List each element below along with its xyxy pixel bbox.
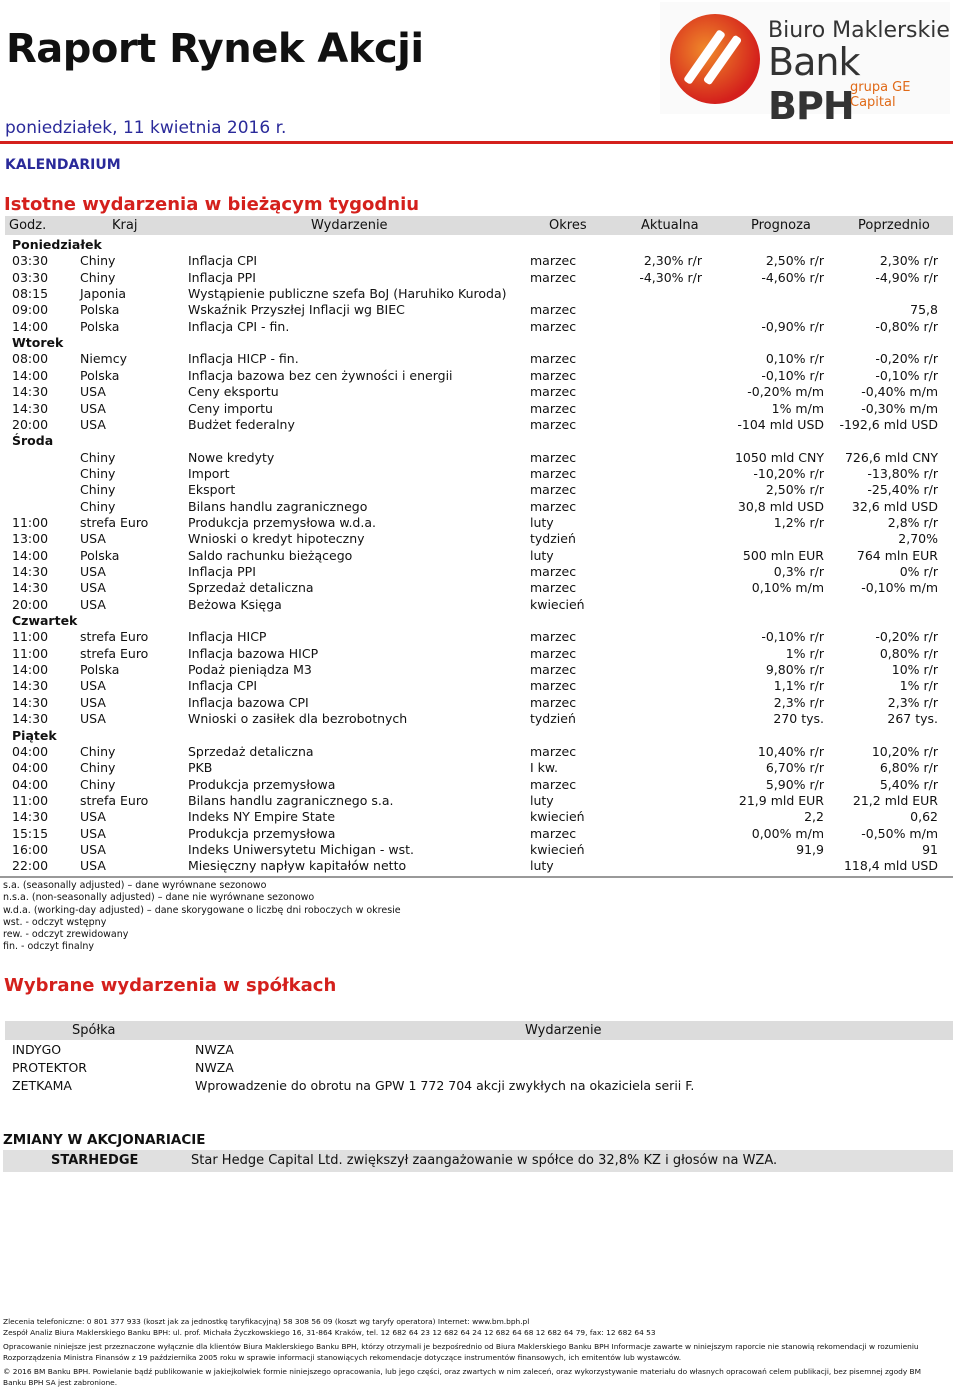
cell-period: kwiecień (530, 809, 585, 825)
logo-emblem-icon (670, 14, 760, 104)
cell-period: marzec (530, 367, 577, 383)
cell-country: Chiny (80, 253, 116, 269)
cell-country: Chiny (80, 269, 116, 285)
cell-period: marzec (530, 302, 577, 318)
cell-event: Bilans handlu zagranicznego (188, 498, 368, 514)
cell-previous: -25,40% r/r (867, 482, 938, 498)
cell-period: marzec (530, 465, 577, 481)
calendar-row (12, 629, 952, 645)
col-spolka: Spółka (72, 1023, 116, 1038)
cell-time: 14:30 (12, 580, 49, 596)
cell-event: Sprzedaż detaliczna (188, 743, 314, 759)
calendar-header (5, 216, 953, 235)
cell-event: Wnioski o zasiłek dla bezrobotnych (188, 711, 408, 727)
calendar-row (12, 482, 952, 498)
companies-title: Wybrane wydarzenia w spółkach (4, 975, 337, 996)
cell-country: strefa Euro (80, 629, 149, 645)
cell-previous: 91 (922, 841, 938, 857)
cell-country: USA (80, 596, 106, 612)
cell-previous: -0,80% r/r (875, 318, 938, 334)
cell-event: Wnioski o kredyt hipoteczny (188, 531, 365, 547)
cell-event: Inflacja bazowa CPI (188, 694, 309, 710)
cell-previous: 2,30% r/r (879, 253, 938, 269)
cell-country: USA (80, 416, 106, 432)
cell-country: USA (80, 531, 106, 547)
cell-country: USA (80, 580, 106, 596)
cell-country: strefa Euro (80, 792, 149, 808)
footer-line: Banku BPH SA jest zabronione. (3, 1377, 118, 1387)
cell-previous: 764 mln EUR (856, 547, 938, 563)
calendar-row (12, 711, 952, 727)
notes (3, 880, 401, 954)
cell-country: Chiny (80, 449, 116, 465)
calendar-row (12, 450, 952, 466)
cell-time: 20:00 (12, 416, 49, 432)
cell-previous: -0,40% m/m (861, 384, 938, 400)
cell-event: Ceny importu (188, 400, 273, 416)
day-label: Czwartek (12, 613, 78, 629)
day-label: Środa (12, 433, 54, 449)
footer-line: Zespół Analiz Biura Maklerskiego Banku BPH: ul. prof. Michała Życzkowskiego 16, 31-864 Kraków, tel. 12 682 64 23 12 682 64 24 12 682 64 68 12 682 64 79, fax: 12 682 64 53 (3, 1327, 656, 1337)
cell-country: Polska (80, 547, 120, 563)
cell-previous: -0,20% r/r (875, 629, 938, 645)
cell-forecast: 9,80% r/r (765, 662, 824, 678)
calendar-row (12, 564, 952, 580)
calendar-row (12, 351, 952, 367)
col-prognoza: Prognoza (751, 218, 811, 233)
cell-previous: 267 tys. (887, 711, 938, 727)
cell-period: marzec (530, 743, 577, 759)
calendar-row (12, 531, 952, 547)
cell-event: PKB (188, 760, 213, 776)
footer-line: © 2016 BM Banku BPH. Powielanie bądź publikowanie w jakiejkolwiek formie niniejszego opracowania, lub jego części, oraz zwartych w nim zaleceń, oraz wykorzystywanie materiału do własnych opracowań celem publikacji, bez pisemnej zgody BM (3, 1367, 921, 1376)
cell-period: marzec (530, 662, 577, 678)
cell-event: Wskaźnik Przyszłej Inflacji wg BIEC (188, 302, 405, 318)
calendar-row (12, 302, 952, 318)
cell-period: marzec (530, 400, 577, 416)
cell-forecast: 6,70% r/r (765, 760, 824, 776)
cell-period: luty (530, 514, 554, 530)
cell-forecast: -104 mld USD (737, 416, 824, 432)
cell-forecast: 2,3% r/r (773, 694, 824, 710)
cell-country: USA (80, 809, 106, 825)
shareholder-text: Star Hedge Capital Ltd. zwiększył zaangażowanie w spółce do 32,8% KZ i głosów na WZA. (191, 1153, 778, 1168)
cell-period: kwiecień (530, 596, 585, 612)
shareholder-company: STARHEDGE (51, 1153, 139, 1168)
cell-forecast: -0,10% r/r (761, 629, 824, 645)
bank-logo (660, 2, 950, 128)
cell-country: USA (80, 678, 106, 694)
cell-forecast: 0,3% r/r (773, 564, 824, 579)
cell-forecast: 2,50% r/r (765, 482, 824, 498)
note: fin. - odczyt finalny (3, 941, 95, 953)
calendar-row (12, 401, 952, 417)
cell-forecast: 1% m/m (771, 400, 824, 416)
cell-forecast: 1% r/r (785, 645, 824, 661)
cell-previous: 118,4 mld USD (843, 858, 938, 874)
cell-time: 08:00 (12, 351, 49, 367)
calendar-row (12, 499, 952, 515)
cell-time: 14:00 (12, 318, 49, 334)
cell-country: Japonia (80, 286, 126, 302)
cell-event: Saldo rachunku bieżącego (188, 547, 353, 563)
cell-forecast: -0,20% m/m (747, 384, 824, 400)
note: s.a. (seasonally adjusted) – dane wyrównane sezonowo (3, 880, 267, 891)
cell-forecast: 500 mln EUR (742, 547, 824, 563)
cell-time: 14:30 (12, 564, 49, 579)
col-aktualna: Aktualna (641, 218, 699, 233)
cell-previous: 32,6 mld USD (851, 498, 938, 514)
cell-forecast: 0,00% m/m (751, 825, 824, 841)
footer-line: Opracowanie niniejsze jest przeznaczone wyłącznie dla klientów Biura Maklerskiego Banku BPH, którzy otrzymali je bezpośrednio od Biura Maklerskiego Banku BPH Informacje zawarte w niniejszym raporcie nie stanowią rekomendacji w rozumieniu (3, 1342, 919, 1351)
section-label: KALENDARIUM (5, 157, 121, 173)
cell-previous: 2,70% (898, 531, 938, 547)
cell-event: Import (188, 465, 230, 481)
cell-country: USA (80, 825, 106, 841)
cell-country: USA (80, 694, 106, 710)
cell-previous: -13,80% r/r (867, 465, 938, 481)
cell-country: USA (80, 858, 106, 874)
cell-event: Inflacja bazowa bez cen żywności i energii (188, 367, 453, 383)
cell-forecast: 2,50% r/r (765, 253, 824, 269)
note: rew. - odczyt zrewidowany (3, 929, 129, 941)
cell-period: marzec (530, 498, 577, 514)
companies-header (5, 1021, 953, 1040)
cell-forecast: 10,40% r/r (757, 743, 824, 759)
cell-previous: -192,6 mld USD (839, 416, 938, 432)
shareholders-row (3, 1150, 953, 1172)
calendar-row (12, 760, 952, 776)
calendar-row (12, 678, 952, 694)
cell-period: tydzień (530, 711, 576, 727)
cell-period: marzec (530, 580, 577, 596)
calendar-row (12, 253, 952, 269)
calendar-row (12, 548, 952, 564)
cell-forecast: 1,1% r/r (773, 678, 824, 694)
cell-forecast: 21,9 mld EUR (738, 792, 824, 808)
day-label: Poniedziałek (12, 237, 102, 252)
cell-event: Beżowa Księga (188, 596, 282, 612)
cell-previous: 726,6 mld CNY (844, 449, 938, 465)
cell-event: Miesięczny napływ kapitałów netto (188, 858, 407, 874)
cell-event: Inflacja CPI (188, 678, 258, 694)
footer-line: Zlecenia telefoniczne: 0 801 377 933 (koszt jak za jednostkę taryfikacyjną) 58 308 56 09 (koszt wg taryfy operatora) Internet: www.bm.bph.pl (3, 1317, 530, 1326)
calendar-row (12, 646, 952, 662)
calendar-row (12, 417, 952, 433)
cell-previous: 0,80% r/r (879, 645, 938, 661)
cell-country: Chiny (80, 482, 116, 498)
calendar-row (12, 695, 952, 711)
cell-forecast: -10,20% r/r (753, 465, 824, 481)
day-label: Piątek (12, 727, 57, 743)
calendar-row (12, 826, 952, 842)
cell-period: marzec (530, 253, 577, 269)
cell-period: marzec (530, 351, 577, 367)
cell-period: marzec (530, 482, 577, 498)
cell-actual: -4,30% r/r (639, 269, 702, 285)
calendar-row (12, 270, 952, 286)
cell-country: USA (80, 384, 106, 400)
cell-event: Bilans handlu zagranicznego s.a. (188, 792, 394, 808)
cell-time: 11:00 (12, 629, 49, 645)
cell-period: luty (530, 858, 554, 874)
cell-event: Inflacja PPI (188, 269, 256, 285)
cell-country: USA (80, 711, 106, 727)
cell-time: 20:00 (12, 596, 49, 612)
col-wydarzenie: Wydarzenie (311, 218, 388, 233)
cell-event: Inflacja HICP - fin. (188, 351, 299, 367)
cell-forecast: 91,9 (796, 841, 824, 857)
cell-period: marzec (530, 776, 577, 792)
cell-forecast: 30,8 mld USD (737, 498, 824, 514)
calendar-title: Istotne wydarzenia w bieżącym tygodniu (4, 194, 420, 215)
cell-country: Polska (80, 302, 120, 318)
cell-period: marzec (530, 629, 577, 645)
cell-forecast: 2,2 (804, 809, 824, 825)
cell-forecast: 1050 mld CNY (734, 449, 824, 465)
cell-previous: 10,20% r/r (871, 743, 938, 759)
cell-country: Chiny (80, 776, 116, 792)
cell-time: 14:30 (12, 809, 49, 825)
cell-event: Inflacja CPI (188, 253, 258, 269)
cell-time: 14:30 (12, 384, 49, 400)
calendar-row (12, 597, 952, 613)
cell-previous: 21,2 mld EUR (852, 792, 938, 808)
col-godz: Godz. (9, 218, 47, 233)
cell-event: Sprzedaż detaliczna (188, 580, 314, 596)
cell-previous: -0,10% r/r (875, 367, 938, 383)
cell-time: 14:00 (12, 662, 49, 678)
cell-country: Chiny (80, 743, 116, 759)
cell-time: 14:30 (12, 678, 49, 694)
cell-time: 16:00 (12, 841, 49, 857)
cell-previous: 1% r/r (899, 678, 938, 694)
cell-time: 04:00 (12, 760, 49, 776)
cell-country: Polska (80, 662, 120, 678)
cell-country: Niemcy (80, 351, 127, 367)
cell-previous: 10% r/r (891, 662, 938, 678)
cell-time: 14:30 (12, 400, 49, 416)
calendar-row (12, 515, 952, 531)
cell-event: Inflacja PPI (188, 564, 256, 579)
cell-country: Chiny (80, 465, 116, 481)
report-date: poniedziałek, 11 kwietnia 2016 r. (5, 118, 287, 138)
cell-previous: -0,20% r/r (875, 351, 938, 367)
cell-period: marzec (530, 384, 577, 400)
shareholders-title: ZMIANY W AKCJONARIACIE (3, 1132, 206, 1148)
calendar-row (12, 842, 952, 858)
cell-forecast: 5,90% r/r (765, 776, 824, 792)
cell-previous: -4,90% r/r (875, 269, 938, 285)
cell-country: USA (80, 400, 106, 416)
calendar-row (12, 466, 952, 482)
col-poprzednio: Poprzednio (858, 218, 930, 233)
logo-line2: Bank BPH (768, 40, 860, 128)
cell-forecast: 0,10% m/m (751, 580, 824, 596)
cell-forecast: -4,60% r/r (761, 269, 824, 285)
cell-time: 03:30 (12, 253, 49, 269)
calendar-row (12, 809, 952, 825)
footer-line: Rozporządzenia Ministra Finansów z 19 października 2005 roku w sprawie informacji stanowiących rekomendacje dotyczące instrumentów finansowych, ich emitentów lub wystawców. (3, 1352, 682, 1362)
cell-period: I kw. (530, 760, 558, 776)
cell-event: Inflacja HICP (188, 629, 267, 645)
cell-event: Produkcja przemysłowa (188, 776, 336, 792)
cell-period: marzec (530, 318, 577, 334)
cell-time: 14:00 (12, 367, 49, 383)
cell-forecast: 0,10% r/r (765, 351, 824, 367)
cell-country: Polska (80, 318, 120, 334)
cell-previous: 0% r/r (899, 564, 938, 579)
calendar-row (12, 793, 952, 809)
calendar-row (12, 777, 952, 793)
cell-event: Ceny eksportu (188, 384, 279, 400)
calendar-row (12, 858, 952, 874)
cell-country: strefa Euro (80, 645, 149, 661)
cell-time: 03:30 (12, 269, 49, 285)
cell-period: marzec (530, 564, 577, 579)
cell-previous: -0,50% m/m (861, 825, 938, 841)
col-okres: Okres (549, 218, 587, 233)
divider (0, 876, 953, 878)
cell-period: marzec (530, 694, 577, 710)
cell-event: Podaż pieniądza M3 (188, 662, 312, 678)
cell-country: USA (80, 841, 106, 857)
divider (0, 141, 953, 144)
cell-time: 09:00 (12, 302, 49, 318)
cell-period: tydzień (530, 531, 576, 547)
calendar-row (12, 384, 952, 400)
cell-time: 08:15 (12, 286, 49, 302)
cell-period: luty (530, 792, 554, 808)
cell-event: Indeks Uniwersytetu Michigan - wst. (188, 841, 414, 857)
cell-country: Chiny (80, 760, 116, 776)
cell-previous: 2,3% r/r (887, 694, 938, 710)
cell-country: USA (80, 564, 106, 579)
cell-event: Wystąpienie publiczne szefa BoJ (Haruhiko Kuroda) (188, 286, 507, 302)
cell-previous: 0,62 (910, 809, 938, 825)
footer (3, 1317, 953, 1388)
cell-time: 04:00 (12, 776, 49, 792)
cell-period: luty (530, 547, 554, 563)
cell-time: 11:00 (12, 645, 49, 661)
cell-previous: -0,30% m/m (861, 400, 938, 416)
cell-actual: 2,30% r/r (643, 253, 702, 269)
col-wydarzenie: Wydarzenie (525, 1023, 602, 1038)
report-title: Raport Rynek Akcji (6, 26, 424, 72)
cell-previous: 6,80% r/r (879, 760, 938, 776)
calendar-row (12, 319, 952, 335)
cell-previous: 5,40% r/r (879, 776, 938, 792)
cell-time: 15:15 (12, 825, 49, 841)
col-kraj: Kraj (112, 218, 138, 233)
note: n.s.a. (non-seasonally adjusted) – dane nie wyrównane sezonowo (3, 892, 315, 904)
cell-event: Nowe kredyty (188, 449, 275, 465)
cell-event: Indeks NY Empire State (188, 809, 336, 825)
cell-forecast: -0,10% r/r (761, 367, 824, 383)
cell-time: 14:00 (12, 547, 49, 563)
cell-previous: -0,10% m/m (861, 580, 938, 596)
cell-previous: 2,8% r/r (887, 514, 938, 530)
cell-period: marzec (530, 825, 577, 841)
cell-event: Budżet federalny (188, 416, 295, 432)
cell-time: 04:00 (12, 743, 49, 759)
cell-forecast: 1,2% r/r (773, 514, 824, 530)
cell-period: marzec (530, 416, 577, 432)
cell-time: 22:00 (12, 858, 49, 874)
logo-line3: grupa GE Capital (850, 80, 911, 110)
logo-line1: Biuro Maklerskie (768, 18, 950, 43)
cell-country: strefa Euro (80, 514, 149, 530)
cell-event: Produkcja przemysłowa (188, 825, 336, 841)
cell-time: 11:00 (12, 514, 49, 530)
cell-time: 14:30 (12, 711, 49, 727)
cell-period: marzec (530, 449, 577, 465)
cell-period: kwiecień (530, 841, 585, 857)
cell-forecast: 270 tys. (773, 711, 824, 727)
calendar-row (12, 744, 952, 760)
cell-event: Produkcja przemysłowa w.d.a. (188, 514, 376, 530)
day-label: Wtorek (12, 335, 64, 351)
cell-period: marzec (530, 645, 577, 661)
cell-forecast: -0,90% r/r (761, 318, 824, 334)
calendar-row (12, 580, 952, 596)
cell-period: marzec (530, 678, 577, 694)
cell-event: Eksport (188, 482, 236, 498)
calendar-row (12, 368, 952, 384)
cell-country: Chiny (80, 498, 116, 514)
cell-time: 11:00 (12, 792, 49, 808)
note: wst. - odczyt wstępny (3, 916, 107, 928)
cell-event: Inflacja bazowa HICP (188, 645, 319, 661)
calendar-row (12, 662, 952, 678)
note: w.d.a. (working-day adjusted) – dane skorygowane o liczbę dni roboczych w okresie (3, 904, 401, 916)
cell-time: 14:30 (12, 694, 49, 710)
cell-country: Polska (80, 367, 120, 383)
cell-time: 13:00 (12, 531, 49, 547)
cell-event: Inflacja CPI - fin. (188, 318, 290, 334)
cell-previous: 75,8 (910, 302, 938, 318)
cell-period: marzec (530, 269, 577, 285)
calendar-row (12, 286, 952, 302)
